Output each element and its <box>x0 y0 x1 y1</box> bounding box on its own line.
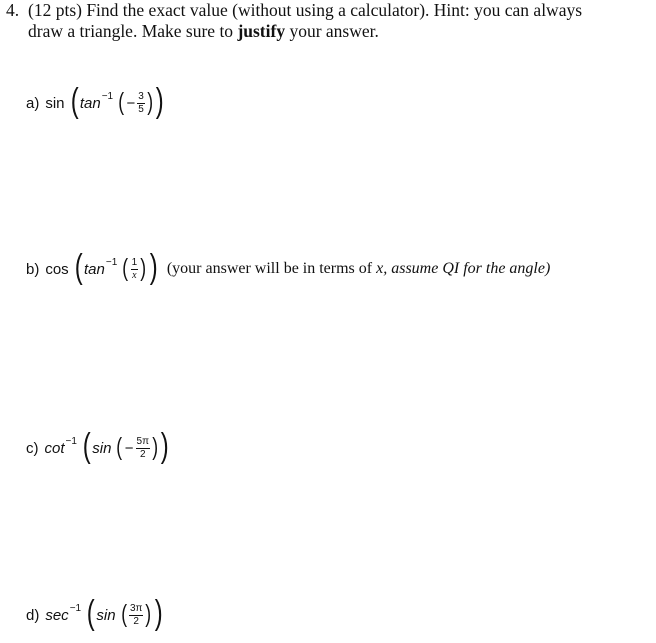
close-paren: ) <box>161 427 169 465</box>
part-d <box>26 594 164 632</box>
justify-emphasis: justify <box>237 21 286 41</box>
problem-line-1 <box>6 0 646 21</box>
denominator: 2 <box>133 615 139 627</box>
inverse-exponent: −1 <box>69 602 82 614</box>
part-b-outer-fn: cos <box>45 260 69 278</box>
numerator: 5π <box>136 435 149 447</box>
inverse-exponent: −1 <box>105 256 118 268</box>
close-paren: ) <box>155 82 164 120</box>
negative-sign: − <box>124 439 134 457</box>
part-a-inner-fn: tan <box>79 94 101 112</box>
numerator: 3 <box>138 90 144 102</box>
part-d-inner-fn: sin <box>96 606 116 624</box>
part-d-outer-fn: sec <box>45 606 69 624</box>
inverse-exponent: −1 <box>65 435 77 447</box>
open-paren: ( <box>82 427 91 465</box>
denominator: 5 <box>138 103 144 115</box>
fraction <box>136 437 150 460</box>
part-a-outer-fn: sin <box>45 94 65 112</box>
part-a <box>26 82 165 120</box>
problem-line-2 <box>6 21 646 42</box>
numerator: 3π <box>129 602 143 614</box>
note-variable: x, <box>376 260 388 277</box>
fraction <box>131 258 139 281</box>
close-paren: ) <box>140 253 147 282</box>
inverse-exponent: −1 <box>101 90 114 102</box>
open-paren: ( <box>122 253 129 282</box>
close-paren: ) <box>152 432 159 461</box>
problem-instructions: (12 pts) Find the exact value (without using a calculator). Hint: you can always <box>28 0 583 20</box>
open-paren: ( <box>70 82 79 120</box>
part-c-inner-fn: sin <box>92 439 112 457</box>
part-b <box>26 248 551 286</box>
numerator: 1 <box>131 256 138 268</box>
part-c-outer-fn: cot <box>44 439 65 457</box>
open-paren: ( <box>118 87 125 116</box>
note-text: (your answer will be in terms of <box>166 260 377 277</box>
close-paren: ) <box>147 87 153 116</box>
fraction <box>129 604 143 627</box>
close-paren: ) <box>145 599 152 628</box>
part-b-label: b) <box>26 260 40 278</box>
part-c <box>26 427 171 465</box>
open-paren: ( <box>86 594 95 632</box>
part-b-note <box>167 260 550 278</box>
open-paren: ( <box>120 599 127 628</box>
open-paren: ( <box>116 432 123 461</box>
negative-sign: − <box>126 94 136 112</box>
fraction <box>137 92 145 115</box>
denominator: x <box>132 269 137 281</box>
close-paren: ) <box>149 248 158 286</box>
problem-instructions-cont: draw a triangle. Make sure to <box>28 21 238 41</box>
problem-header <box>6 0 646 42</box>
open-paren: ( <box>74 248 83 286</box>
part-c-label: c) <box>26 439 39 457</box>
denominator: 2 <box>139 448 146 460</box>
note-assumption: assume QI for the angle) <box>387 260 551 277</box>
problem-instructions-end: your answer. <box>285 21 379 41</box>
problem-number: 4. <box>6 0 20 20</box>
part-d-label: d) <box>26 606 40 624</box>
part-a-label: a) <box>26 94 40 112</box>
close-paren: ) <box>154 594 163 632</box>
part-b-inner-fn: tan <box>84 260 105 278</box>
